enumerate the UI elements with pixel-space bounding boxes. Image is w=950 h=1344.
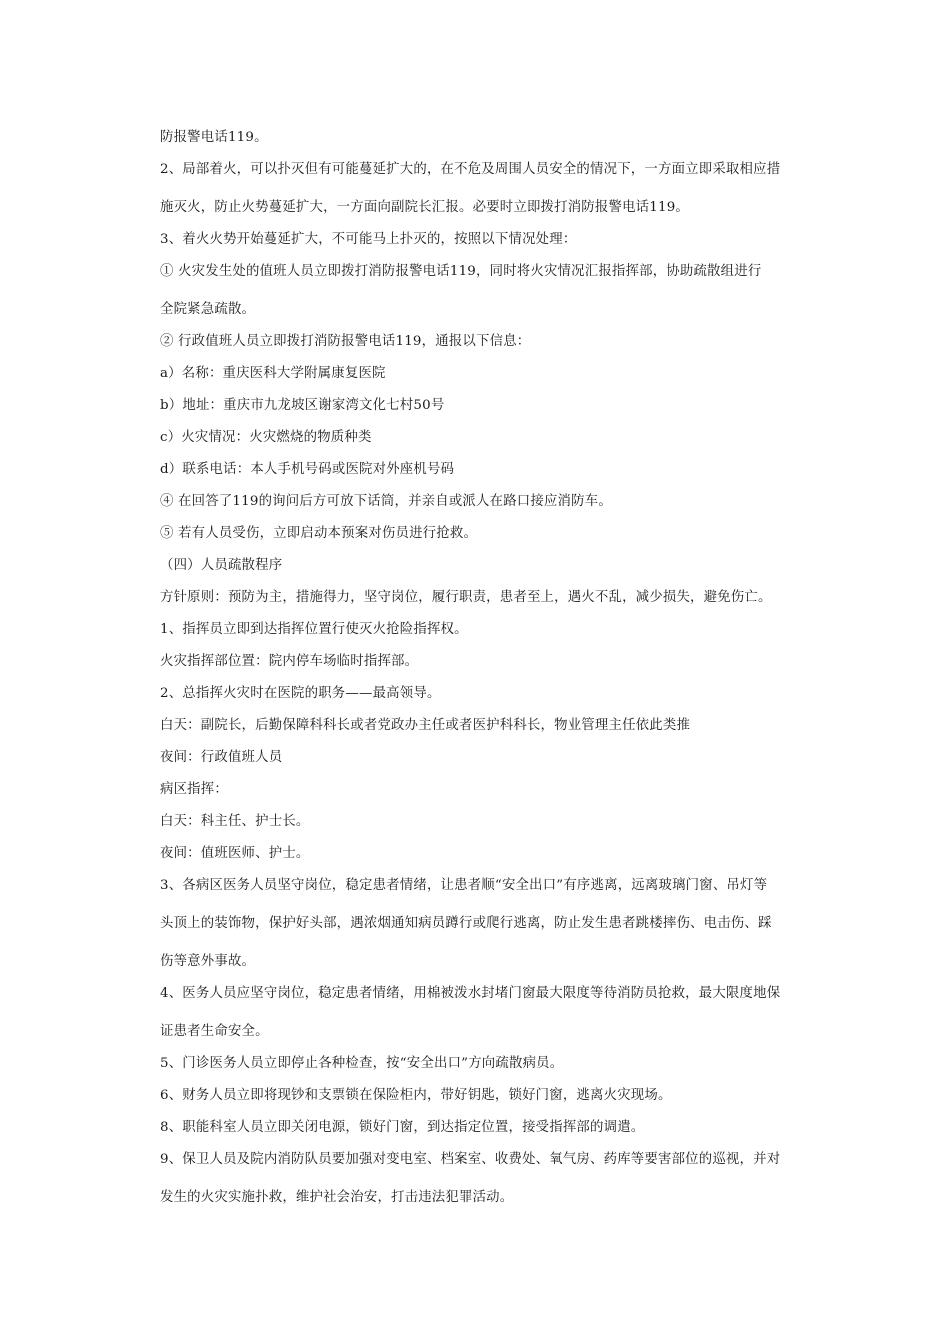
text-line: 4、医务人员应坚守岗位，稳定患者情绪，用棉被泼水封堵门窗最大限度等待消防员抢救，最大限度地保 [160,986,781,1001]
text-line: 8、职能科室人员立即关闭电源，锁好门窗，到达指定位置，接受指挥部的调遣。 [160,1120,645,1135]
text-line: 1、指挥员立即到达指挥位置行使灭火抢险指挥权。 [160,622,468,637]
text-line: ⑤ 若有人员受伤，立即启动本预案对伤员进行抢救。 [160,526,478,541]
text-line: 证患者生命安全。 [160,1024,269,1039]
text-line: 6、财务人员立即将现钞和支票锁在保险柜内，带好钥匙，锁好门窗，逃离火灾现场。 [160,1088,672,1103]
text-line: b）地址：重庆市九龙坡区谢家湾文化七村50号 [160,398,445,413]
text-line: 夜间：行政值班人员 [160,750,283,765]
text-line: 施灭火，防止火势蔓延扩大，一方面向副院长汇报。必要时立即拨打消防报警电话119。 [160,200,690,215]
section-heading: （四）人员疏散程序 [160,558,283,573]
text-line: d）联系电话：本人手机号码或医院对外座机号码 [160,462,455,477]
text-line: ④ 在回答了119的询问后方可放下话筒，并亲自或派人在路口接应消防车。 [160,494,612,509]
text-line: 全院紧急疏散。 [160,302,256,317]
text-line: 防报警电话119。 [160,130,268,145]
text-line: ② 行政值班人员立即拨打消防报警电话119，通报以下信息： [160,334,531,349]
text-line: 3、着火火势开始蔓延扩大，不可能马上扑灭的，按照以下情况处理： [160,232,577,247]
text-line: ① 火灾发生处的值班人员立即拨打消防报警电话119，同时将火灾情况汇报指挥部，协助疏散组进行 [160,264,762,279]
text-line: 头顶上的装饰物，保护好头部，遇浓烟通知病员蹲行或爬行逃离，防止发生患者跳楼摔伤、电击伤、踩 [160,916,772,931]
text-line: 5、门诊医务人员立即停止各种检查，按“安全出口”方向疏散病员。 [160,1056,564,1071]
text-line: 2、局部着火，可以扑灭但有可能蔓延扩大的，在不危及周围人员安全的情况下，一方面立即采取相应措 [160,162,781,177]
text-line: c）火灾情况：火灾燃烧的物质种类 [160,430,372,445]
text-line: 白天：科主任、护士长。 [160,814,310,829]
text-line: 夜间：值班医师、护士。 [160,846,310,861]
text-line: a）名称：重庆医科大学附属康复医院 [160,366,386,381]
text-line: 2、总指挥火灾时在医院的职务——最高领导。 [160,686,441,701]
text-line: 9、保卫人员及院内消防队员要加强对变电室、档案室、收费处、氧气房、药库等要害部位的巡视，并对 [160,1152,781,1167]
text-line: 发生的火灾实施扑救，维护社会治安，打击违法犯罪活动。 [160,1190,514,1205]
text-line: 伤等意外事故。 [160,954,256,969]
text-line: 白天：副院长，后勤保障科科长或者党政办主任或者医护科科长，物业管理主任依此类推 [160,718,691,733]
text-line: 3、各病区医务人员坚守岗位，稳定患者情绪，让患者顺“安全出口”有序逃离，远离玻璃门窗、吊灯等 [160,878,768,893]
text-line: 病区指挥： [160,782,228,797]
text-line: 火灾指挥部位置：院内停车场临时指挥部。 [160,654,419,669]
text-line: 方针原则：预防为主，措施得力，坚守岗位，履行职责，患者至上，遇火不乱，减少损失，避免伤亡。 [160,590,772,605]
